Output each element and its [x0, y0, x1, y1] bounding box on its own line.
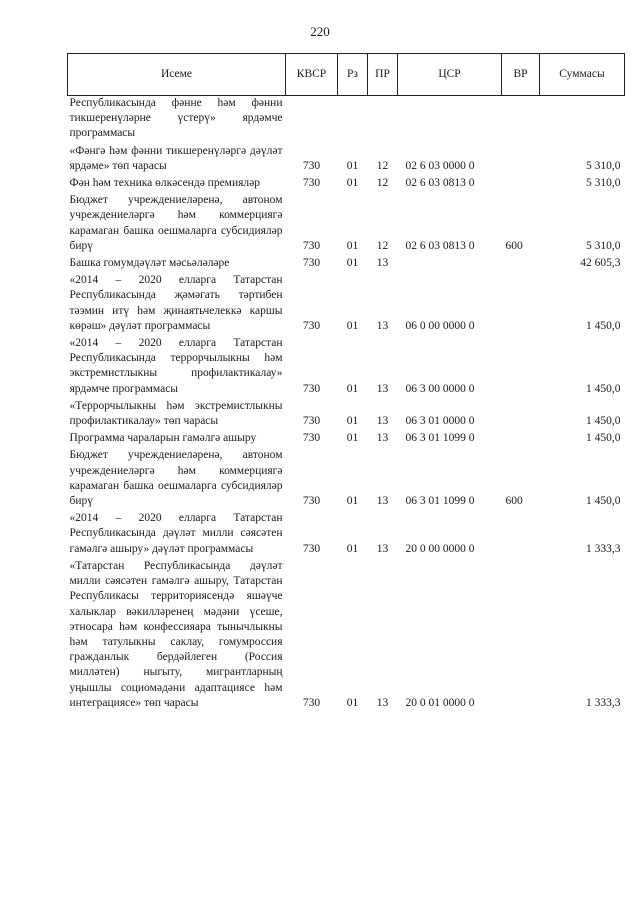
table-row: [68, 193, 625, 256]
row-sum: 1 450,0: [586, 319, 621, 332]
row-kvsr: 730: [302, 177, 321, 190]
row-pr: 12: [376, 177, 389, 190]
row-kvsr: 730: [302, 432, 321, 445]
row-csr: 20 0 00 0000 0: [405, 542, 475, 555]
row-sum: 1 450,0: [586, 432, 621, 445]
row-csr: 02 6 03 0000 0: [405, 159, 475, 172]
row-name: Бюджет учреждениеләренә, автоном учреждениеләргә һәм коммерциягә карамаган башка оешмаларга субсидияләр бирү: [69, 194, 283, 252]
row-sum: 5 310,0: [586, 177, 621, 190]
row-vr: [502, 273, 540, 336]
table-row: [68, 144, 625, 176]
row-csr: 02 6 03 0813 0: [405, 177, 475, 190]
row-pr: 13: [376, 432, 389, 445]
row-kvsr: [286, 96, 338, 144]
header-pr: ПР: [368, 54, 398, 96]
row-rz: 01: [346, 239, 359, 252]
row-kvsr: 730: [302, 382, 321, 395]
row-sum: 1 333,3: [586, 696, 621, 709]
row-sum: 5 310,0: [586, 239, 621, 252]
row-rz: 01: [346, 257, 359, 270]
row-csr: 06 0 00 0000 0: [405, 319, 475, 332]
row-vr: [502, 96, 540, 144]
row-kvsr: 730: [302, 696, 321, 709]
row-rz: 01: [346, 432, 359, 445]
table-row: [68, 96, 625, 144]
table-row: [68, 431, 625, 448]
row-pr: 13: [376, 495, 389, 508]
row-rz: 01: [346, 495, 359, 508]
row-csr: 06 3 00 0000 0: [405, 382, 475, 395]
page-number: 220: [310, 24, 330, 39]
header-kvsr: КВСР: [286, 54, 338, 96]
row-pr: 13: [376, 319, 389, 332]
table-row: [68, 336, 625, 399]
row-vr: [502, 431, 540, 448]
row-sum: 1 450,0: [586, 495, 621, 508]
row-csr: 20 0 01 0000 0: [405, 696, 475, 709]
row-vr: [502, 511, 540, 559]
row-csr: 02 6 03 0813 0: [405, 239, 475, 252]
row-sum: 42 605,3: [580, 257, 621, 270]
header-sum: Суммасы: [540, 54, 625, 96]
row-pr: 13: [376, 415, 389, 428]
row-rz: 01: [346, 319, 359, 332]
row-name: «2014 – 2020 елларга Татарстан Республикасында җәмәгать тәртибен тәэмин итү һәм җинаятьчелеккә каршы көрәш» дәүләт программасы: [69, 274, 283, 332]
row-pr: 12: [376, 159, 389, 172]
budget-table: [67, 53, 625, 713]
row-vr: [502, 144, 540, 176]
row-sum: [540, 96, 625, 144]
row-kvsr: 730: [302, 495, 321, 508]
row-vr: 600: [505, 495, 523, 508]
row-rz: 01: [346, 382, 359, 395]
table-row: [68, 256, 625, 273]
row-name: Фән һәм техника өлкәсендә премияләр: [69, 177, 260, 190]
row-name: Республикасында фәнне һәм фәнни тикшеренүләрне үстерү» ярдәмче программасы: [69, 97, 283, 140]
row-rz: 01: [346, 177, 359, 190]
header-vr: ВР: [502, 54, 540, 96]
row-name: «2014 – 2020 елларга Татарстан Республикасында террорчылыкны һәм экстремистлыкны профилактикалау» ярдәмче программасы: [69, 337, 283, 395]
table-row: [68, 511, 625, 559]
row-rz: [338, 96, 368, 144]
row-kvsr: 730: [302, 159, 321, 172]
table-body: [68, 96, 625, 713]
row-kvsr: 730: [302, 319, 321, 332]
row-vr: [502, 176, 540, 193]
row-rz: 01: [346, 415, 359, 428]
row-rz: 01: [346, 159, 359, 172]
row-sum: 1 333,3: [586, 542, 621, 555]
table-row: [68, 448, 625, 511]
table-header: [68, 54, 625, 96]
row-sum: 1 450,0: [586, 382, 621, 395]
row-sum: 1 450,0: [586, 415, 621, 428]
row-name: Башка гомумдәүләт мәсьәләләре: [69, 257, 230, 270]
row-name: «Татарстан Республикасында дәүләт милли сәясәтен гамәлгә ашыру, Татарстан Республикасы территориясендә яшәүче халыклар вәкилләренең мәдәни үсеше, этносара һәм конфессияара тынычлыкны һәм татулыкны саклау, гомумроссия гражданлык бердәйлеген (Россия милләтен) ныгыту, мигрантларның уңышлы социомәдәни адаптациясе һәм интеграциясе» төп чарасы: [69, 559, 283, 709]
row-name: Бюджет учреждениеләренә, автоном учреждениеләргә һәм коммерциягә карамаган башка оешмаларга субсидияләр бирү: [69, 449, 283, 508]
row-pr: 13: [376, 696, 389, 709]
row-name: «2014 – 2020 елларга Татарстан Республикасында дәүләт милли сәясәтен гамәлгә ашыру» дәүләт программасы: [69, 512, 283, 555]
row-vr: [502, 256, 540, 273]
row-kvsr: 730: [302, 542, 321, 555]
header-rz: Рз: [338, 54, 368, 96]
row-kvsr: 730: [302, 415, 321, 428]
row-vr: [502, 559, 540, 713]
row-name: «Террорчылыкны һәм экстремистлыкны профилактикалау» төп чарасы: [69, 399, 283, 428]
row-csr: 06 3 01 0000 0: [405, 415, 475, 428]
row-sum: 5 310,0: [586, 159, 621, 172]
table-row: [68, 559, 625, 713]
row-csr: 06 3 01 1099 0: [405, 432, 475, 445]
row-csr: 06 3 01 1099 0: [405, 495, 475, 508]
table-row: [68, 273, 625, 336]
row-vr: 600: [505, 239, 523, 252]
row-vr: [502, 336, 540, 399]
row-rz: 01: [346, 542, 359, 555]
table-row: [68, 399, 625, 431]
row-pr: 12: [376, 239, 389, 252]
row-pr: 13: [376, 257, 389, 270]
row-kvsr: 730: [302, 239, 321, 252]
row-kvsr: 730: [302, 257, 321, 270]
header-csr: ЦСР: [398, 54, 502, 96]
row-rz: 01: [346, 696, 359, 709]
row-name: «Фәнгә һәм фәнни тикшеренүләргә дәүләт ярдәме» төп чарасы: [69, 144, 283, 172]
row-pr: 13: [376, 382, 389, 395]
row-csr: [398, 96, 502, 144]
row-csr: [398, 256, 502, 273]
row-pr: [368, 96, 398, 144]
row-vr: [502, 399, 540, 431]
row-name: Программа чараларын гамәлгә ашыру: [69, 432, 257, 445]
table-row: [68, 176, 625, 193]
header-name: Исеме: [68, 54, 286, 96]
row-pr: 13: [376, 542, 389, 555]
